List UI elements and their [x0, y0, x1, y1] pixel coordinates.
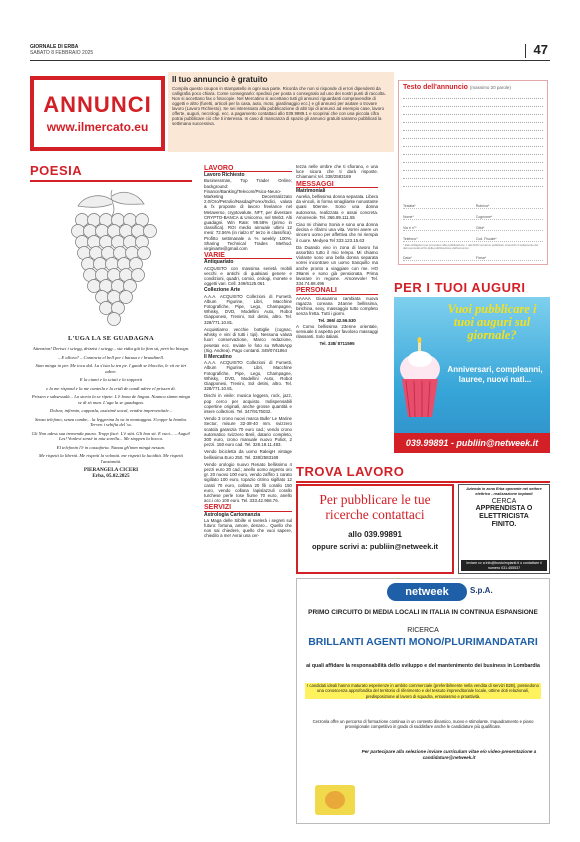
coupon-field-label: Nome* [403, 215, 414, 219]
poem-stanza: Gli Non adess sua tremenda paura. Tropp fiscè. L'è stàt. Gli bon sit. E vuoi... – Augui! Les! Vonlevi sensè in mia sorella... Me stoppen la bocca. [31, 430, 191, 441]
classified-category: SERVIZI [204, 505, 292, 511]
publish-title: Per pubblicare le tue ricerche contattaci [319, 492, 431, 522]
annunci-logo-box [30, 76, 165, 151]
netweek-requirements: I candidati ideali hanno maturato esperienze in ambito commerciale (preferibilmente nella vendita di servizi B2B), possiedono una conoscenza approfondita del territorio di riferimento e del tessuto imprenditoriale locale, ottime doti relazionali, predisposizione al lavoro di squadra, entusiasmo e proattività. [305, 683, 541, 699]
classified-item: Ciao mi chiamo Sonia e sono una donna decisa e rifarmi una vita. Vorrei avere un sincero uomo per affettiva che mi riempia il cuore. Medyea Tel 333.123.15.63 [296, 222, 378, 243]
netweek-cta[interactable]: Per partecipare alla selezione inviare curriculum vitae e/o video-presentazione a candidature@netweek.it [361, 749, 537, 760]
publish-email[interactable]: oppure scrivi a: publiin@netweek.it [311, 542, 439, 551]
page-number: 47 [533, 42, 548, 57]
netweek-offer: Cerzonla offre un percorso di formazione continua in un contesto dinamico, nuovo e stimolante. Inquadramento e piano provvigionale competitivo in grado di soddisfare anche le candidature più qualificate. [312, 719, 534, 730]
classified-item: tezza nelle ombre che ti sfiorano, e una luce sicura che ti darà risposte. Chiamami: tel. 338/2583169 [296, 164, 378, 180]
poem-stanza: Attenzion! Derisci i sciegg, drizzisi i sciegg... sta vidta giù la finn sù, però ho bisogn. [32, 346, 190, 351]
poem-stanza: Dolsor, infirmin, cappasla, assisimè uocal, vendra impreventiale... [49, 408, 173, 413]
netweek-recruit-ad [296, 578, 550, 824]
classified-item: Vendo orologio nuovo Renato bellissimo 4 pezzi euro 20 cad.; anello uomo argento oro gr. 20 nuovo 100 euro, vendo zaffiro 1 carato sigillato 100 euro, topazio citrino sigillato 12 carati 70 euro, collana 20 fili corallo 150 euro, vendo collana lapislazzuli corallo turchese perle rose fiume 70 euro, anello acc.i oro 100 euro. Tel. 333.42.966.76. [204, 461, 292, 504]
publish-job-ad-box[interactable] [296, 484, 454, 574]
netweek-ricerca: RICERCA [407, 627, 439, 634]
cerca-finito: FINITO. [491, 521, 517, 529]
grape [108, 313, 121, 326]
auguri-contact[interactable]: 039.99891 - publiin@netweek.it [394, 433, 550, 453]
coupon-note: * Dati obbligatori per procedere alla pubblicazione. I dati NON verranno pubblicati. Autorizzo il trattamento dei dati personali ai fini della pubblicazione dell'annuncio. [403, 243, 539, 251]
classified-item: La Maga delle Sibille vi svelerà i segreti sul futuro: fortuna, amore, denaro... Quello che non sai chiedere, quello che vuoi sapere, chiedilo a me! Avrai una cer- [204, 517, 292, 539]
coupon-fields [403, 199, 543, 262]
poem-stanza: E la ciami e la sciati e la sopporti [79, 377, 143, 382]
grape [120, 291, 133, 304]
poem-stanza: Me rispetti la libertà. Me rispetti la volontà. me rispetti la lucidità. Me rispetti l'anzianità. [38, 453, 184, 464]
free-ad-info-panel [168, 72, 394, 152]
classified-item: Businessman, Top Trader Online; background: Finance/Banking/Telecom/Psico-Neuro-Marketing Decentralizzato 2.0/Oro/Petrolio/Nasdaq/Forex/Indici, valuta & fx proposte di lavoro freelance nel Metaverso, cryptovalute, NFT, per diventare CRYPTO-BANCA & Unicorno, nel Web3. Alti guadagni. Win Rate: 99.58% (primo in classifica). ROI medio annuale ultimi 12 mesi: 72.56% (in rialzo 8° terzo in classifica). Profitto settimanale a % weekly 100%. Sharing Technical Trades Method. virginiarte@gmail.com [204, 178, 292, 252]
classified-subcategory: Matrimoniali [296, 187, 326, 194]
poem-stanza: Stan minga in per. Me toca dal. La s'ista lu ten pe. I gandi se bloccha, le vit ne tiri adree. [35, 363, 187, 374]
grape [138, 247, 151, 260]
netweek-desc: ai quali affidare la responsabilità dello sviluppo e del mantenimento dei business in Lombardia [306, 663, 540, 669]
coupon-field-label: Data* [403, 255, 412, 260]
classified-category: LAVORO [204, 166, 292, 172]
cupcake-icon [398, 337, 442, 431]
grape [144, 225, 157, 238]
classified-item: Vendo 3 crono nuovi marca Bulle' Le Marine Sector, misure 32-38-40 mm. svizzero scatola garanzia 70 euro cad.; vendo crono automatico svizzero Breil, datario completo, 300 euro, crono manuale nuovo Poliot, 2 pezzi. 150 euro cad. Tel. 328.18.11.483. [204, 416, 292, 448]
ad-coupon-form [398, 80, 548, 265]
issue-date: SABATO 8 FEBBRAIO 2025 [30, 50, 94, 56]
netweek-badge-icon [315, 785, 355, 815]
publish-phone[interactable]: allo 039.99891 [348, 530, 402, 539]
free-ad-title: Il tuo annuncio è gratuito [172, 75, 268, 84]
poem-stanza: – E allora? – Comincia el bell per i batusa e i brandinell. [57, 354, 165, 360]
classified-category: VARIE [204, 253, 292, 259]
cerca-role: APPRENDISTA O ELETTRICISTA [475, 505, 533, 521]
coupon-field-row[interactable] [403, 221, 543, 231]
classified-item: Acquistiamo vecchie bottiglie (cognac, whisky e vini di tutti i tipi). Nessuna valuta fuori conservazione, Marco redazione, pesetas ecc. Inviate le foto su WhatsApp (Sig. Andrea). Pago contanti. 349/0741864 [204, 326, 292, 353]
coupon-text-line[interactable] [403, 163, 543, 171]
trova-lavoro-heading: TROVA LAVORO [296, 464, 405, 479]
coupon-text-line[interactable] [403, 131, 543, 139]
classified-item: ACQUISTO con massima serietà mobili vecchi e antichi di qualsiasi genere e condizioni, quadri, comici, orologi, monete e oggetti vari. Cell. 349/6125.061 [204, 265, 292, 287]
coupon-field-label: Firma* [475, 255, 487, 260]
header-rule [30, 60, 550, 61]
grapes-drawing [60, 186, 164, 331]
coupon-text-line[interactable] [403, 123, 543, 131]
poem-stanza: Prissen e sabsessalà... La storia la se ripete. L'è bona de lingua. Nuanca sùmm minga se dì sò man. L'uga la se guadagna. [31, 394, 191, 405]
classified-item: A Como bellissima 23enne orientale, sensuale ti aspetta per favoloso massaggi rilassanti. Solo italiani. [296, 323, 378, 340]
coupon-field-label: Telefono* [403, 237, 418, 241]
free-ad-text: Compila questo coupon in stampatello in ogni sua parte. Ricorda che non si risponde di errori dipendenti da calligrafia poco chiara. Come consegnarlo: spedisci per posta o consegnalo ad uno dei nostri punti di raccolta. Non si accettano fax o fotocopie. Nel Mercatino si accettano tutti gli annunci riguardanti compravendite di oggetti e altro (furetti, articoli per la casa, auto, moto, giardinaggio ecc.) e gli annunci per aiutare o trovare lavoro (Lavoro Richiesto). Se sei interessato alla pubblicazione di altri tipi di annunci ad esempio case, lavoro offerte, auguri, necrologi, ecc. a pagamento contattaci allo 039.9989.1 e scoprirai che con una piccola cifra potrai pubblicare ciò che ti interessa. In caso di mancanza di spazio gli annunci gratuiti saranno pubblicati la settimana successiva. [172, 86, 386, 126]
coupon-field-label: Rubrica* [475, 204, 490, 208]
coupon-field-label: Testata* [403, 204, 416, 208]
classified-subcategory: Il Mercatino [204, 353, 232, 360]
coupon-text-lines[interactable] [403, 91, 543, 187]
poem-stanza: e la me rispond e la me canteila e la cridi de candì adree el prissen di. [46, 385, 176, 391]
classified-subcategory: Collezione Arte [204, 287, 241, 294]
classified-item: A.A.A. ACQUISTO Collezioni di Fumetti, Album Figurine, Libri, Macchine Fotografiche, Pipe, Lego, Champagne, Whisky, DVD, Modellini Auto, Robot Giapponesi, Trenini, Sol detini, altro. Tel. 328/771.10.81. [204, 360, 292, 392]
netweek-circuit: PRIMO CIRCUITO DI MEDIA LOCALI IN ITALIA IN CONTINUA ESPANSIONE [308, 609, 538, 616]
poem [30, 335, 192, 479]
auguri-ad[interactable] [394, 297, 550, 453]
classified-item: Vendo bicicletta da uomo RaleigH vintage bellissima Euro 250. Tel. 338/2583169 [204, 449, 292, 460]
coupon-text-line[interactable] [403, 91, 543, 99]
poesia-rule [30, 180, 192, 182]
cerca-intro: Azienda in zona Erba operante nel settore elettrico - realizzazione impianti [466, 487, 542, 496]
classified-item: AAAAA Giusuanno cambiata nuova ragazza coreana 24anne bellissima, birichina, sexy, massaggio tutto completo senza fretta. Tutti i giorni. [296, 295, 378, 317]
netweek-role: BRILLANTI AGENTI MONO/PLURIMANDATARI [308, 636, 538, 648]
classifieds-column-1 [204, 164, 292, 541]
annunci-url[interactable]: www.ilmercato.eu [46, 120, 149, 134]
annunci-title: ANNUNCI [43, 92, 152, 117]
coupon-text-line[interactable] [403, 171, 543, 179]
auguri-question: Vuoi pubblicare i tuoi auguri sul giornale? [447, 302, 537, 342]
netweek-spa: S.p.A. [470, 586, 493, 595]
poem-place-date: Erba, 05.02.2025 [92, 473, 130, 479]
coupon-title [403, 84, 543, 91]
classified-item: Da Duando vivo in zona di lavoro ha assorbito tutto il mio tempo. Mi chiamo Violante sono una bella donna separata vorrei incontrare un uomo tranquillo ma anche pronto a viaggiare con me. HO 39anni e sono già pensionata. Prima lavorare in regione. Amorevole! Tel. 334.74.88.496 [296, 244, 378, 287]
coupon-text-line[interactable] [403, 107, 543, 115]
coupon-field-label: Cognome* [475, 215, 493, 219]
classified-item: Aurelia, bellissima donna separata. Libera da vincoli, in forma smagliante nonostante quasi 50enne. Sono una donna autonoma, realizzata e assai concreta. Amorevole. Tel. 366.89.111.55 [296, 194, 379, 220]
cerca-word: CERCA [491, 498, 517, 506]
grape [88, 280, 101, 293]
classified-subcategory: Antiquariato [204, 259, 234, 266]
header-divider [525, 44, 526, 58]
coupon-field-row[interactable] [403, 232, 543, 242]
coupon-hint: (massimo 20 parole) [469, 85, 511, 90]
classified-phone: Tel. 366/ 42.56.530 [318, 318, 356, 324]
coupon-text-line[interactable] [403, 139, 543, 147]
poem-stanza: El telefonin l'è in cassaforta. Nanau gh'imm mingà nessun. [56, 444, 166, 450]
coupon-field-row[interactable] [403, 210, 543, 220]
coupon-text-line[interactable] [403, 179, 543, 187]
classified-phone: Tel. 338/ 8711595 [319, 341, 355, 347]
electrician-job-ad [458, 484, 550, 574]
classified-subcategory: Astrologia Cartomanzia [204, 511, 261, 518]
classified-category: PERSONALI [296, 288, 378, 294]
coupon-field-label: Via e n°* [403, 226, 417, 230]
coupon-field-row[interactable] [403, 199, 543, 209]
auguri-heading: PER I TUOI AUGURI [394, 280, 526, 295]
classifieds-column-2 [296, 164, 378, 347]
coupon-field-row[interactable] [403, 251, 543, 261]
netweek-logo: netweek [387, 583, 467, 601]
coupon-text-line[interactable] [403, 147, 543, 155]
coupon-field-label: Città* [475, 226, 485, 230]
classified-category: MESSAGGI [296, 182, 378, 188]
poesia-heading: POESIA [30, 163, 83, 178]
grape [100, 302, 113, 315]
auguri-occasions: Anniversari, compleanni, lauree, nuovi nati... [447, 365, 543, 384]
classified-item: Dischi in vinile: musica leggera, rock, jazz, pop cerco per acquisto. Indispensabili copertine originali, anche grosse quantità e intere collezioni. Tel. 347/9175032. [204, 393, 292, 414]
coupon-text-line[interactable] [403, 99, 543, 107]
coupon-field-label: Cod. Fiscale* [475, 237, 497, 241]
coupon-title-text: Testo dell'annuncio [403, 84, 468, 91]
poem-author: PIERANGELA CICERI [83, 467, 139, 473]
trova-lavoro-rule [296, 481, 550, 483]
paper-name: GIORNALE DI ERBA [30, 44, 79, 50]
newspaper-header [30, 44, 93, 56]
poem-title: L'UGA LA SE GUADAGNA [68, 335, 154, 342]
coupon-text-line[interactable] [403, 155, 543, 163]
classified-subcategory: Lavoro Richiesto [204, 172, 245, 179]
classified-item: A.A.A. ACQUISTO Collezioni di Fumetti, Album Figurine, Libri, Macchine Fotografiche, Pipe, Lego, Champagne, Whisky, DVD, Modellini Auto, Robot Giapponesi, Trenini, Sol detini, altro. Tel. 328/771.10.81. [204, 293, 292, 325]
poem-stanza: Senza telefono, senza cambe... la leggerina la va in montaggna. S'coppe la bomba. Terven i sebifia del 'ss. [34, 416, 188, 427]
poem-body [30, 346, 192, 464]
coupon-text-line[interactable] [403, 115, 543, 123]
grape [132, 269, 145, 282]
cerca-contact[interactable]: Inviare cv a info@bustoimpianti.it o contattare il numero 031.455537 [461, 560, 547, 571]
